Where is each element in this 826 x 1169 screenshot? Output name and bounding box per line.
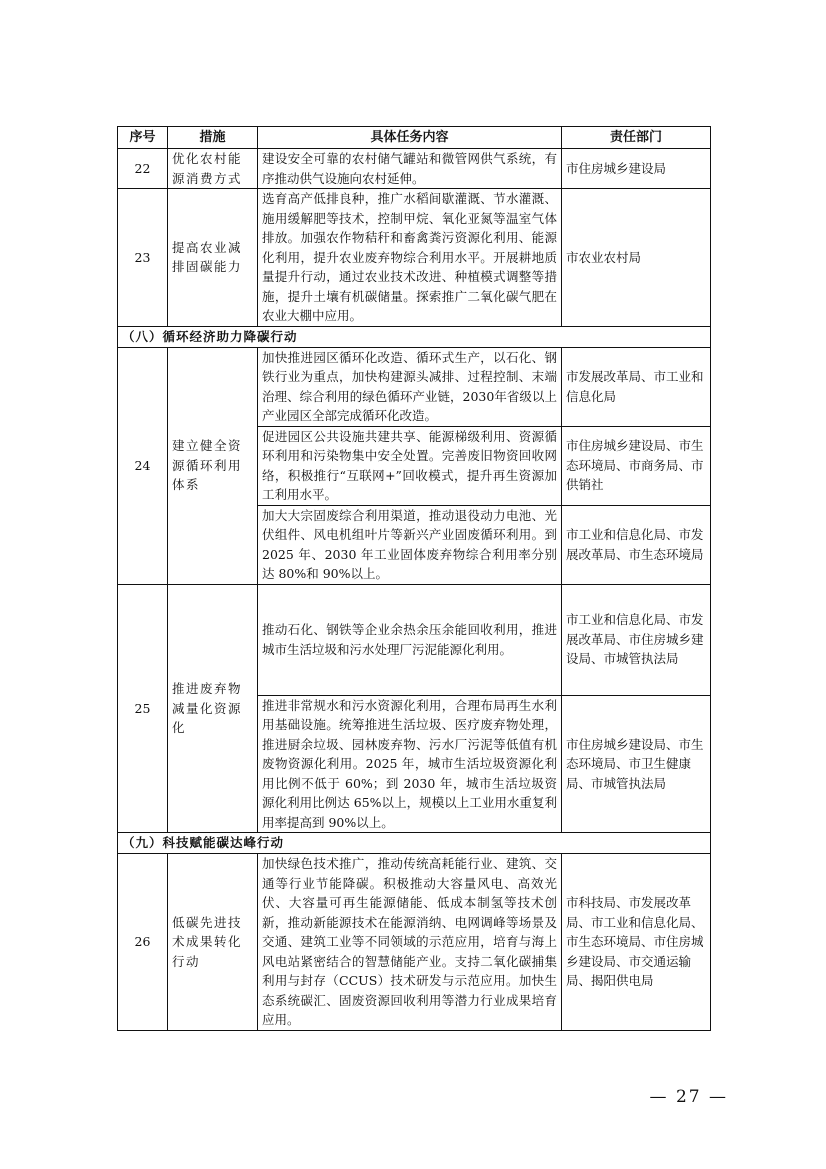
page-number: — 27 — xyxy=(649,1087,728,1107)
table-row xyxy=(118,189,711,327)
measure-cell: 优化农村能源消费方式 xyxy=(168,149,258,189)
header-no: 序号 xyxy=(118,127,168,149)
measure-cell: 建立健全资源循环利用体系 xyxy=(168,347,258,584)
table-row xyxy=(118,149,711,189)
row-number: 24 xyxy=(118,347,168,584)
section-row xyxy=(118,833,711,854)
task-cell: 加快推进园区循环化改造、循环式生产，以石化、钢铁行业为重点，加快构建源头减排、过程控制、末端治理、综合利用的绿色循环产业链，2030年省级以上产业园区全部完成循环化改造。 xyxy=(258,347,562,426)
row-number: 22 xyxy=(118,149,168,189)
row-number: 25 xyxy=(118,584,168,833)
task-table xyxy=(117,126,711,1031)
dept-cell: 市住房城乡建设局、市生态环境局、市卫生健康局、市城管执法局 xyxy=(562,695,711,833)
header-task: 具体任务内容 xyxy=(258,127,562,149)
dept-cell: 市住房城乡建设局 xyxy=(562,149,711,189)
table-row xyxy=(118,584,711,695)
task-cell: 推动石化、钢铁等企业余热余压余能回收利用，推进城市生活垃圾和污水处理厂污泥能源化利用。 xyxy=(258,584,562,695)
dept-cell: 市工业和信息化局、市发展改革局、市住房城乡建设局、市城管执法局 xyxy=(562,584,711,695)
task-cell: 建设安全可靠的农村储气罐站和微管网供气系统，有序推动供气设施向农村延伸。 xyxy=(258,149,562,189)
task-cell: 选育高产低排良种，推广水稻间歇灌溉、节水灌溉、施用缓解肥等技术，控制甲烷、氧化亚氮等温室气体排放。加强农作物秸秆和畜禽粪污资源化利用、能源化利用，提升农业废弃物综合利用水平。开展耕地质量提升行动，通过农业技术改进、种植模式调整等措施，提升土壤有机碳储量。探索推广二氧化碳气肥在农业大棚中应用。 xyxy=(258,189,562,327)
table-row xyxy=(118,347,711,426)
header-measure: 措施 xyxy=(168,127,258,149)
dept-cell: 市住房城乡建设局、市生态环境局、市商务局、市供销社 xyxy=(562,426,711,505)
task-cell: 加快绿色技术推广，推动传统高耗能行业、建筑、交通等行业节能降碳。积极推动大容量风电、高效光伏、大容量可再生能源储能、低成本制氢等技术创新，推动新能源技术在能源消纳、电网调峰等场景及交通、建筑工业等不同领域的示范应用，培育与海上风电站紧密结合的智慧储能产业。支持二氧化碳捕集利用与封存（CCUS）技术研发与示范应用。加快生态系统碳汇、固废资源回收利用等潜力行业成果培育应用。 xyxy=(258,854,562,1031)
task-cell: 推进非常规水和污水资源化利用，合理布局再生水利用基础设施。统筹推进生活垃圾、医疗废弃物处理，推进厨余垃圾、园林废弃物、污水厂污泥等低值有机废物资源化利用。2025 年，城市生活垃圾资源化利用比例不低于 60%；到 2030 年，城市生活垃圾资源化利用比例达 65%以上，规模以上工业用水重复利用率提高到 90%以上。 xyxy=(258,695,562,833)
section-heading: （八）循环经济助力降碳行动 xyxy=(118,326,711,347)
row-number: 26 xyxy=(118,854,168,1031)
dept-cell: 市发展改革局、市工业和信息化局 xyxy=(562,347,711,426)
measure-cell: 推进废弃物减量化资源化 xyxy=(168,584,258,833)
header-dept: 责任部门 xyxy=(562,127,711,149)
section-row xyxy=(118,326,711,347)
task-cell: 加大大宗固废综合利用渠道，推动退役动力电池、光伏组件、风电机组叶片等新兴产业固废循环利用。到 2025 年、2030 年工业固体废弃物综合利用率分别达 80%和 90%以上。 xyxy=(258,505,562,584)
measure-cell: 低碳先进技术成果转化行动 xyxy=(168,854,258,1031)
section-heading: （九）科技赋能碳达峰行动 xyxy=(118,833,711,854)
row-number: 23 xyxy=(118,189,168,327)
table-row xyxy=(118,854,711,1031)
dept-cell: 市科技局、市发展改革局、市工业和信息化局、市生态环境局、市住房城乡建设局、市交通运输局、揭阳供电局 xyxy=(562,854,711,1031)
table-header-row xyxy=(118,127,711,149)
task-cell: 促进园区公共设施共建共享、能源梯级利用、资源循环利用和污染物集中安全处置。完善废旧物资回收网络，积极推行“互联网+”回收模式，提升再生资源加工利用水平。 xyxy=(258,426,562,505)
dept-cell: 市工业和信息化局、市发展改革局、市生态环境局 xyxy=(562,505,711,584)
dept-cell: 市农业农村局 xyxy=(562,189,711,327)
measure-cell: 提高农业减排固碳能力 xyxy=(168,189,258,327)
